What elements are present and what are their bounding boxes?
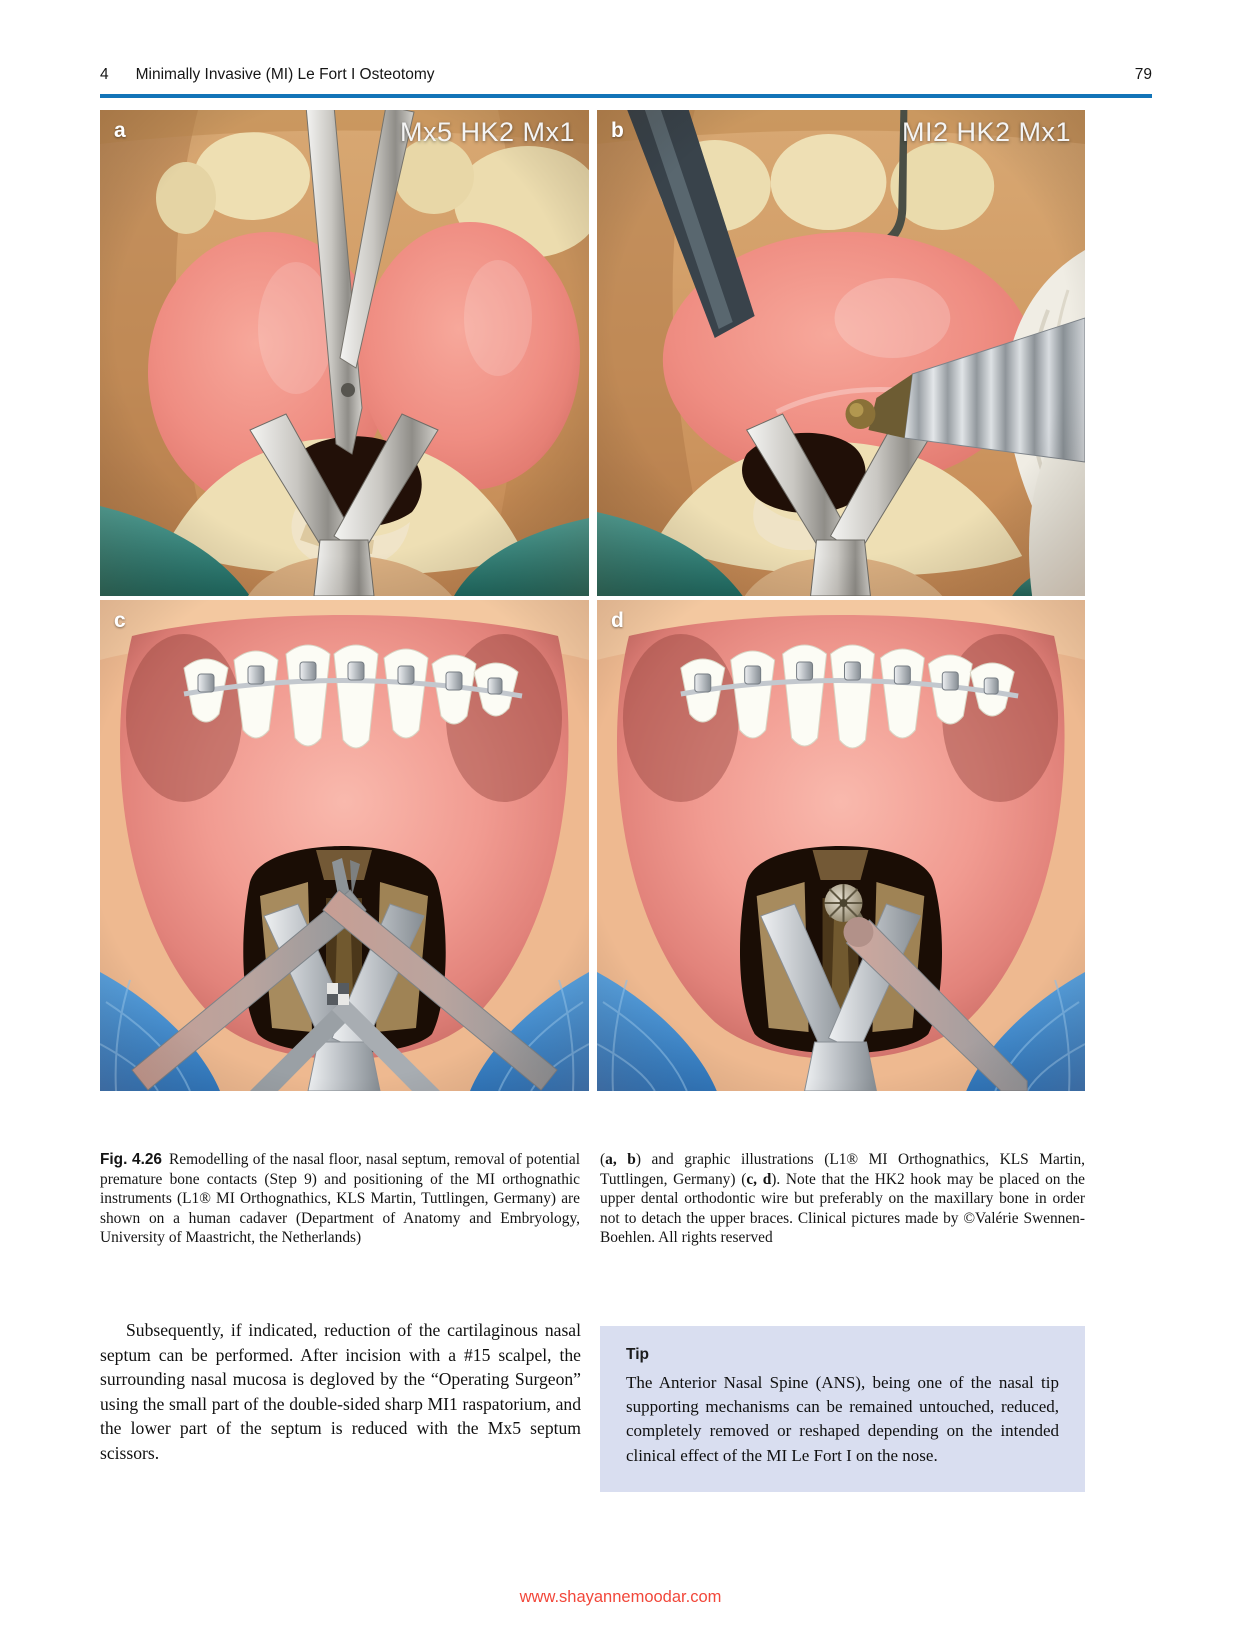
caption-left-column — [100, 1150, 580, 1248]
body-paragraph: Subsequently, if indicated, reduction of the cartilaginous nasal septum can be performed. After incision with a #15 scalpel, the surrounding nasal mucosa is degloved by the “Operating Surgeon” using the small part of the double-sided sharp MI1 raspatorium, and the lower part of the septum is reduced with the Mx5 septum scissors. — [100, 1320, 581, 1463]
panel-label-b: b — [611, 119, 624, 142]
clinical-photo-a — [100, 110, 589, 596]
body-text-column — [100, 1318, 581, 1466]
tip-box — [600, 1326, 1085, 1492]
caption-right-text: ) and graphic illustrations (L1® MI Orthognathics, KLS Martin, Tuttlingen, Germany) ( — [600, 1151, 1086, 1188]
clinical-photo-b — [597, 110, 1085, 596]
panel-label-a: a — [114, 119, 126, 142]
figure-number-label: Fig. 4.26 — [100, 1151, 162, 1168]
watermark-link[interactable]: www.shayannemoodar.com — [519, 1588, 722, 1606]
instrument-overlay-label-b: MI2 HK2 Mx1 — [901, 117, 1071, 147]
chapter-number: 4 — [100, 66, 109, 83]
figure-panel-d — [597, 600, 1085, 1091]
figure-4-26 — [100, 110, 1085, 1091]
figure-panel-a — [100, 110, 589, 596]
caption-right-text: ). Note that the HK2 hook may be placed on the upper dental orthodontic wire but preferably on the maxillary bone in order not to detach the upper braces. Clinical pictures made by ©Valérie Swennen-Boehlen. All rights reserved — [600, 1170, 1085, 1247]
illustration-c — [100, 600, 589, 1091]
illustration-d — [597, 600, 1085, 1091]
caption-bold-ab: a, b — [605, 1151, 636, 1168]
figure-caption — [100, 1150, 1085, 1248]
panel-label-d: d — [611, 609, 624, 632]
tip-text: The Anterior Nasal Spine (ANS), being one of the nasal tip supporting mechanisms can be remained untouched, reduced, completely removed or reshaped depending on the intended clinical effect of the MI Le Fort I on the nose. — [626, 1373, 1059, 1465]
chapter-heading — [100, 66, 435, 84]
caption-bold-cd: c, d — [746, 1170, 772, 1188]
caption-right-text: ( — [600, 1151, 606, 1168]
header-rule — [100, 94, 1152, 98]
running-header — [100, 66, 1152, 84]
panel-label-c: c — [114, 609, 126, 632]
page-number: 79 — [1134, 66, 1152, 83]
caption-left-text: Remodelling of the nasal floor, nasal septum, removal of potential premature bone contacts (Step 9) and positioning of the MI orthognathic instruments (L1® MI Orthognathics, KLS Martin, Tuttlingen, Germany) are shown on a human cadaver (Department of Anatomy and Embryology, University of Maastricht, the Netherlands) — [100, 1151, 581, 1247]
instrument-overlay-label-a: Mx5 HK2 Mx1 — [399, 117, 575, 147]
caption-right-column — [600, 1150, 1085, 1248]
tip-title: Tip — [626, 1346, 649, 1363]
chapter-title: Minimally Invasive (MI) Le Fort I Osteotomy — [135, 66, 435, 83]
figure-panel-c — [100, 600, 589, 1091]
figure-panel-b — [597, 110, 1085, 596]
